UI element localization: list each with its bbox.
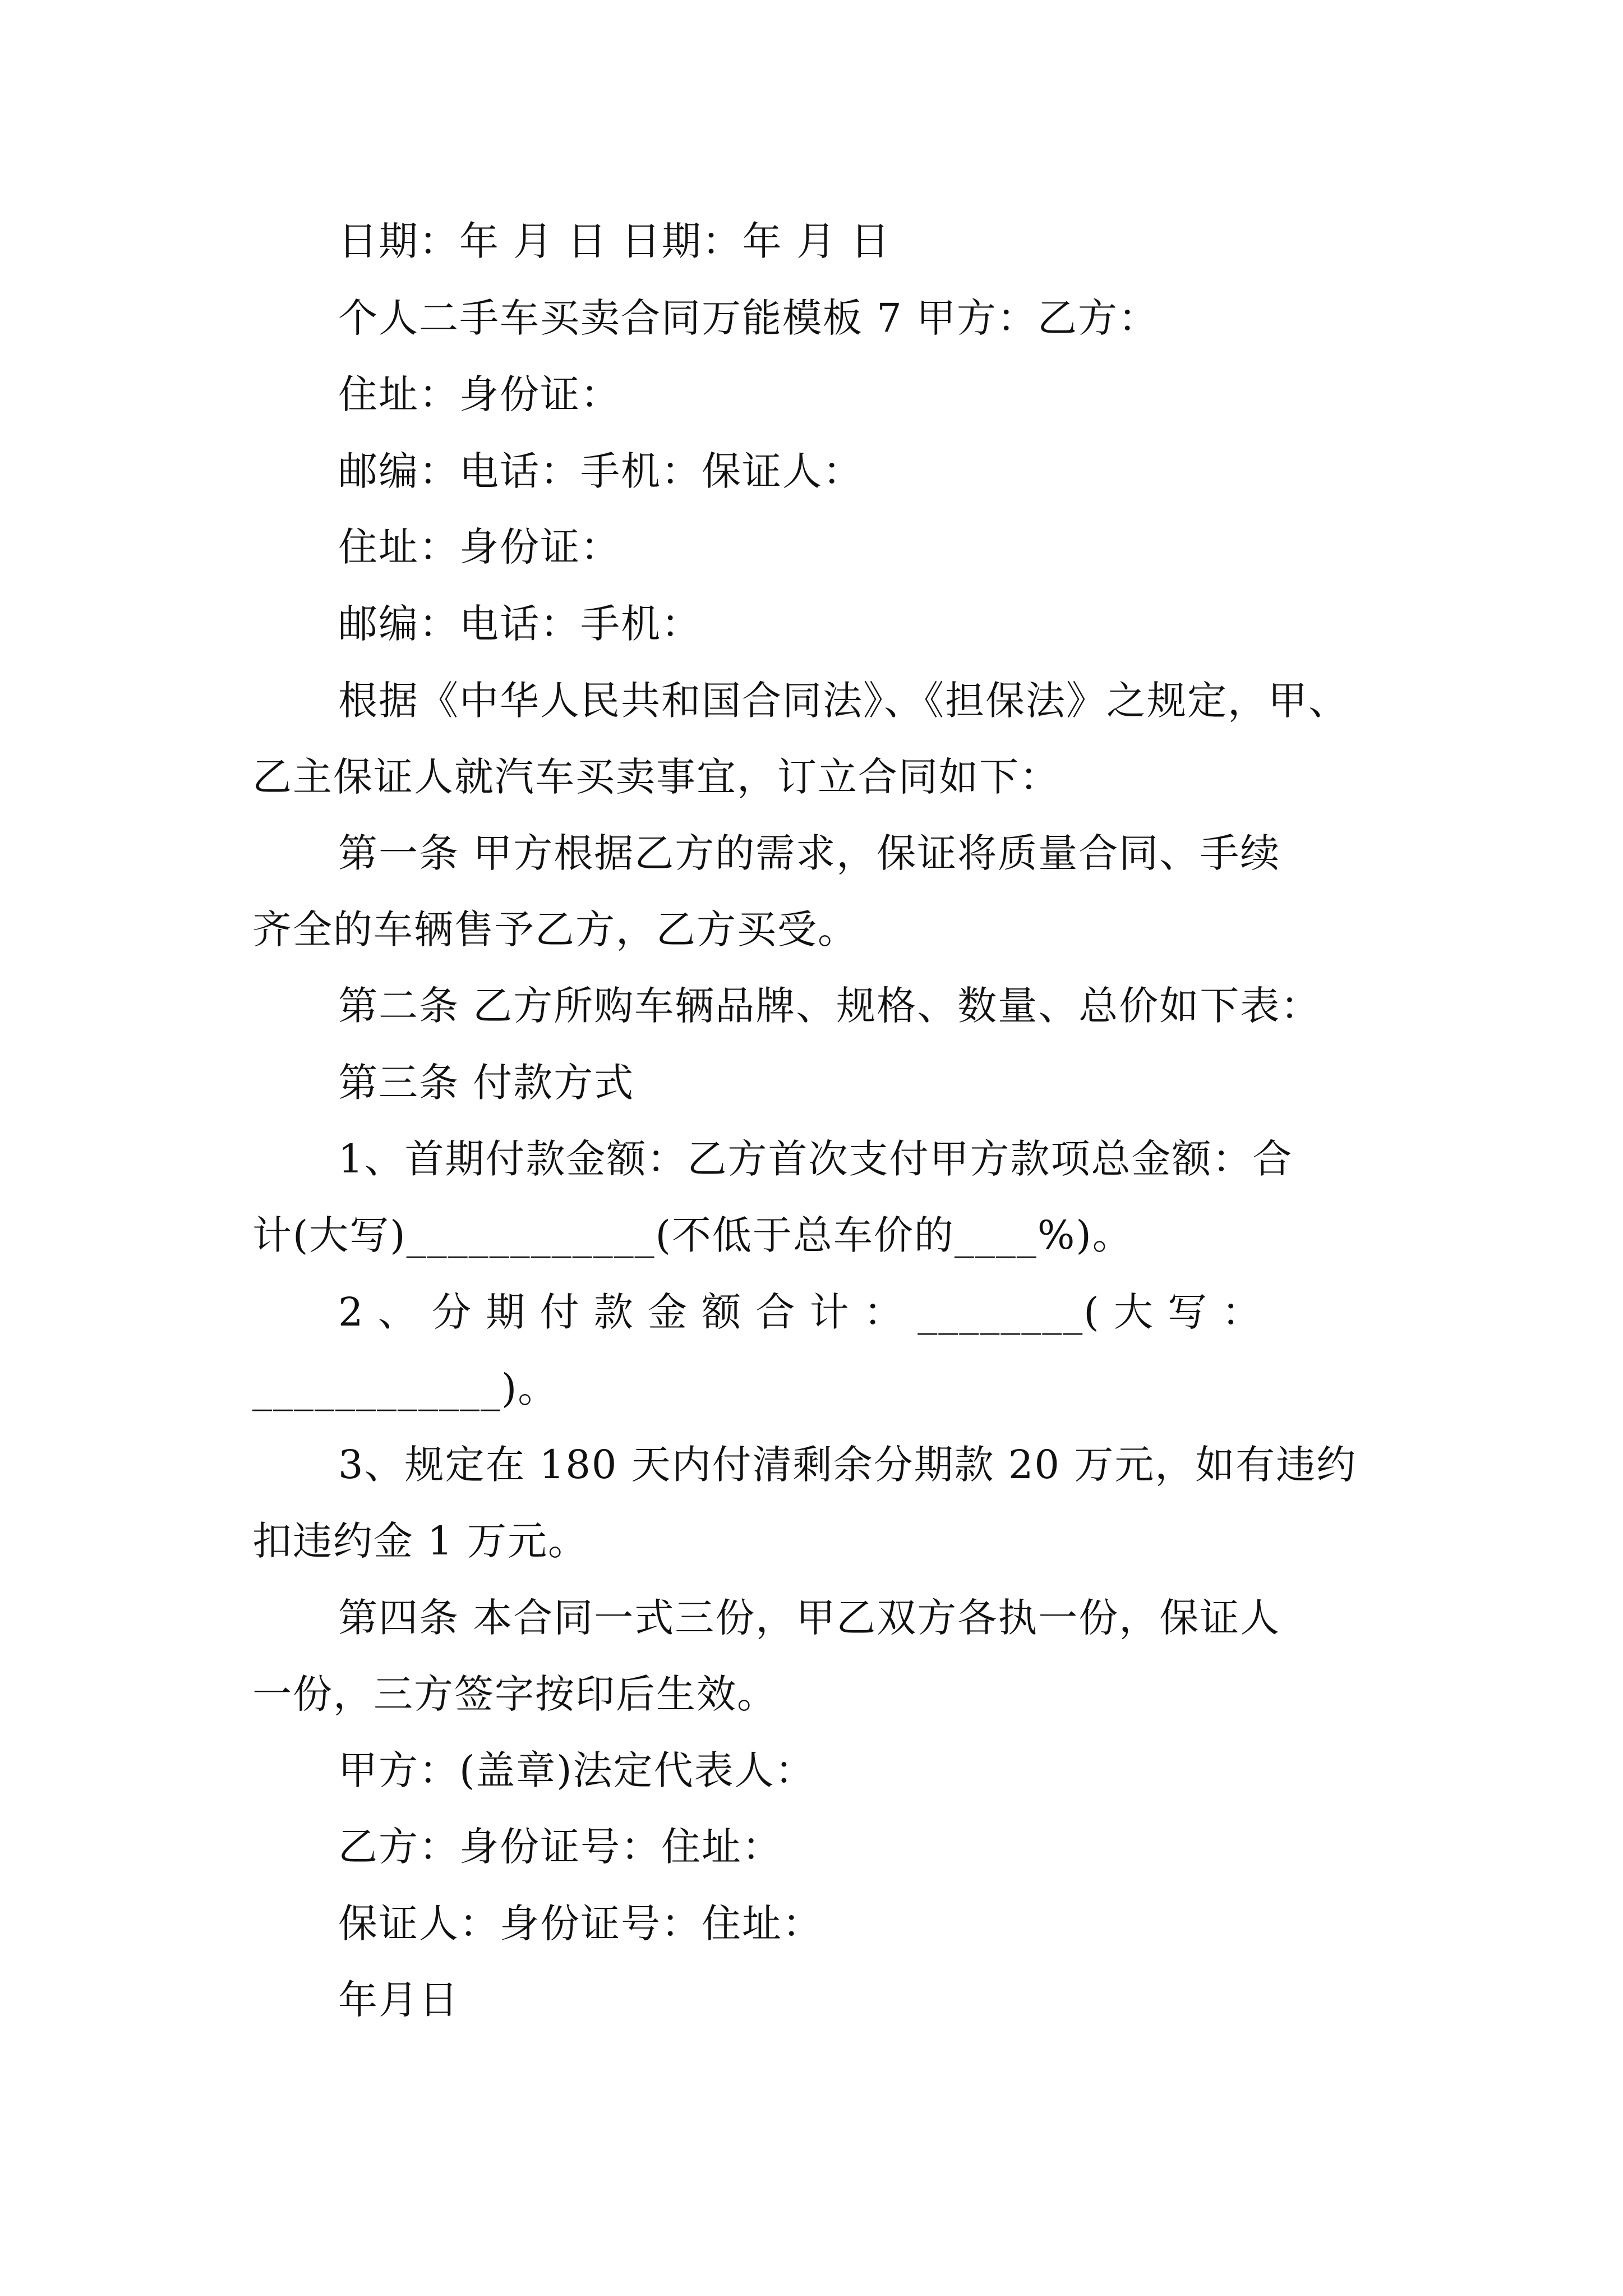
- party-a-signature-line: 甲方：(盖章)法定代表人：: [338, 1747, 815, 1793]
- contract-title-line: 个人二手车买卖合同万能模板 7 甲方：乙方：: [338, 295, 1159, 341]
- guarantor-signature-line: 保证人：身份证号：住址：: [338, 1901, 823, 1947]
- installment-line-1: 2 、 分 期 付 款 金 额 合 计 ： ________( 大 写 ：: [338, 1289, 1262, 1335]
- party-b-signature-line: 乙方：身份证号：住址：: [338, 1824, 782, 1870]
- first-payment-line-1: 1、首期付款金额：乙方首次支付甲方款项总金额：合: [338, 1136, 1293, 1182]
- legal-basis-line-2: 乙主保证人就汽车买卖事宜，订立合同如下：: [252, 754, 1060, 800]
- article-4-line-2: 一份，三方签字按印后生效。: [252, 1671, 777, 1717]
- article-2-line: 第二条 乙方所购车辆品牌、规格、数量、总价如下表：: [338, 983, 1321, 1029]
- date-line: 日期：年 月 日 日期：年 月 日: [338, 218, 891, 264]
- guarantor-address-line: 住址：身份证：: [338, 524, 621, 570]
- remaining-payment-line-2: 扣违约金 1 万元。: [252, 1518, 589, 1564]
- address-id-line: 住址：身份证：: [338, 371, 621, 417]
- guarantor-postcode-line: 邮编：电话：手机：: [338, 601, 702, 647]
- legal-basis-line-1: 根据《中华人民共和国合同法》、《担保法》之规定，甲、: [338, 678, 1349, 724]
- article-1-line-1: 第一条 甲方根据乙方的需求，保证将质量合同、手续: [338, 830, 1281, 876]
- remaining-payment-line-1: 3、规定在 180 天内付清剩余分期款 20 万元，如有违约: [338, 1442, 1357, 1488]
- article-1-line-2: 齐全的车辆售予乙方，乙方买受。: [252, 907, 858, 953]
- installment-line-2: ____________)。: [252, 1365, 559, 1411]
- article-4-line-1: 第四条 本合同一式三份，甲乙双方各执一份，保证人: [338, 1595, 1281, 1641]
- first-payment-line-2: 计(大写)____________(不低于总车价的____%)。: [252, 1212, 1133, 1258]
- article-3-heading: 第三条 付款方式: [338, 1060, 635, 1106]
- postcode-phone-line: 邮编：电话：手机：保证人：: [338, 448, 863, 494]
- signing-date-line: 年月日: [338, 1977, 459, 2023]
